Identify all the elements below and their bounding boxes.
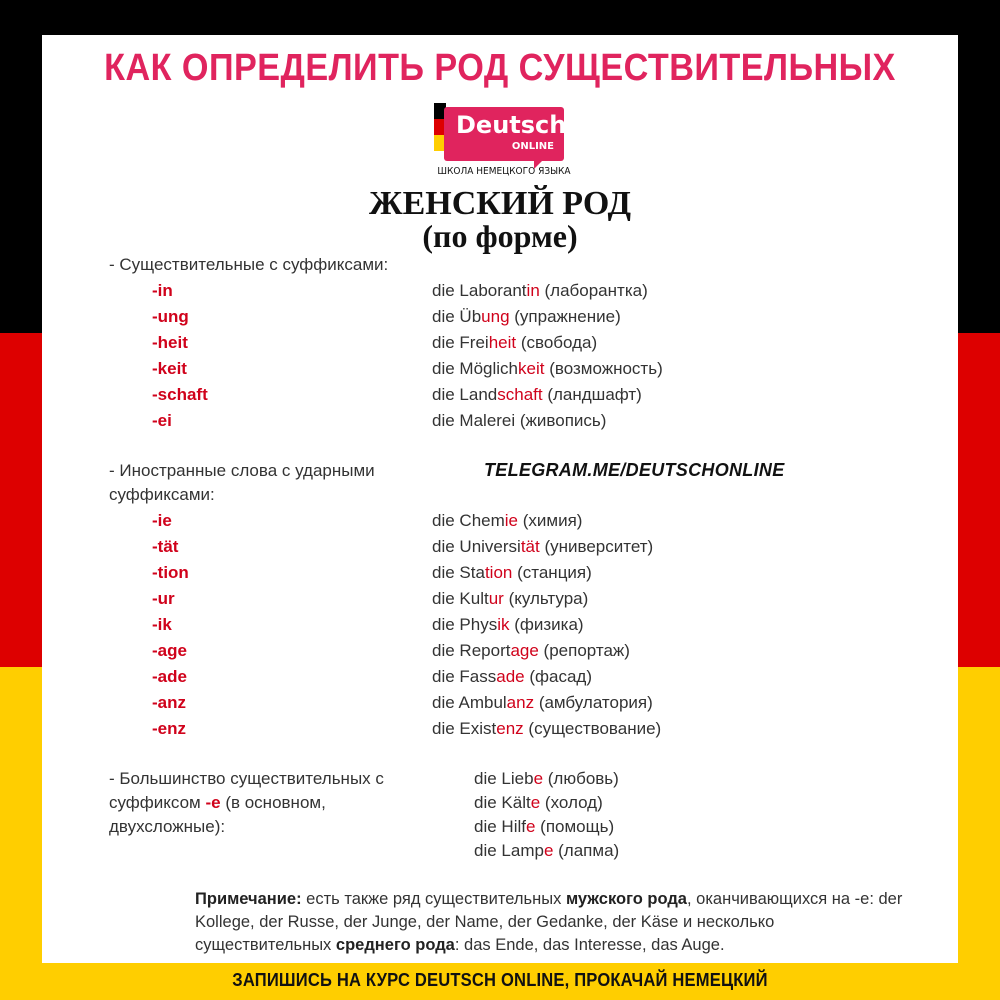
example-translation: (любовь)	[543, 769, 619, 788]
example-article: die	[474, 817, 502, 836]
suffix-label: -age	[152, 641, 187, 660]
example-word	[432, 693, 653, 713]
example-stem: Fass	[459, 667, 497, 686]
example-word	[432, 563, 592, 583]
section3-label-line3: двухсложные):	[109, 817, 226, 836]
example-stem: Exist	[459, 719, 497, 738]
example-stem: Report	[459, 641, 511, 660]
note-text2: , оканчивающихся на -е: der Kollege, der Russe, der Junge, der Name, der Gedanke, der Käse и несколько существительных	[195, 890, 903, 954]
example-article: die	[432, 511, 460, 530]
example-highlight: heit	[488, 333, 517, 352]
suffix-label: -ade	[152, 667, 187, 686]
example-stem: Lieb	[501, 769, 534, 788]
example-translation: (помощь)	[535, 817, 615, 836]
example-article: die	[432, 615, 460, 634]
example-stem: Kult	[459, 589, 489, 608]
example-word	[432, 281, 648, 301]
page-title: КАК ОПРЕДЕЛИТЬ РОД СУЩЕСТВИТЕЛЬНЫХ	[104, 47, 896, 89]
example-article: die	[474, 769, 502, 788]
example-translation: (репортаж)	[538, 641, 630, 660]
example-translation: (существование)	[523, 719, 662, 738]
suffix-label: -anz	[152, 693, 186, 712]
example-word	[432, 385, 642, 405]
section3-label-pre: суффиксом	[109, 793, 206, 812]
example-article: die	[432, 641, 460, 660]
example-translation: (упражнение)	[509, 307, 621, 326]
example-stem: Universi	[459, 537, 521, 556]
example-article: die	[432, 359, 460, 378]
example-translation: (холод)	[540, 793, 603, 812]
logo-speech-bubble	[444, 107, 567, 161]
example-word	[432, 537, 653, 557]
example-word	[432, 667, 592, 687]
example-translation: (культура)	[503, 589, 589, 608]
logo-online: ONLINE	[511, 141, 554, 152]
example-word	[432, 359, 663, 379]
example-stem: Laborant	[459, 281, 527, 300]
example-highlight: ung	[481, 307, 510, 326]
example-stem: Phys	[459, 615, 498, 634]
suffix-label: -in	[152, 281, 173, 300]
example-translation: (свобода)	[516, 333, 598, 352]
example-stem: Sta	[459, 563, 485, 582]
suffix-label: -schaft	[152, 385, 208, 404]
suffix-label: -enz	[152, 719, 186, 738]
note-bold2: среднего рода	[335, 936, 455, 954]
suffix-label: -ie	[152, 511, 172, 530]
suffix-label: -keit	[152, 359, 187, 378]
example-translation: (амбулатория)	[534, 693, 653, 712]
example-highlight: keit	[518, 359, 545, 378]
example-article: die	[432, 411, 460, 430]
example-highlight: e	[530, 793, 541, 812]
example-word	[432, 511, 582, 531]
example-word	[432, 719, 661, 739]
example-translation: (станция)	[512, 563, 592, 582]
example-word	[432, 307, 621, 327]
example-stem: Frei	[459, 333, 489, 352]
example-highlight: enz	[496, 719, 524, 738]
example-highlight: ade	[496, 667, 525, 686]
example-translation: (лаборантка)	[539, 281, 648, 300]
section3-label-line2	[109, 793, 326, 813]
section2-label-line2: суффиксами:	[109, 485, 215, 504]
suffix-label: -tion	[152, 563, 189, 582]
example-highlight: ur	[488, 589, 504, 608]
example-word	[474, 841, 619, 861]
example-highlight: e	[533, 769, 544, 788]
suffix-label: -ur	[152, 589, 175, 608]
suffix-label: -ik	[152, 615, 172, 634]
example-word	[432, 615, 584, 635]
section3-label-suffix: -e	[205, 793, 221, 812]
example-stem: Chem	[459, 511, 505, 530]
example-word	[432, 333, 597, 353]
footer-banner[interactable]: ЗАПИШИСЬ НА КУРС DEUTSCH ONLINE, ПРОКАЧАЙ НЕМЕЦКИЙ	[232, 970, 768, 990]
example-translation: (лапма)	[553, 841, 620, 860]
example-article: die	[432, 537, 460, 556]
example-article: die	[474, 841, 502, 860]
example-stem: Üb	[459, 307, 482, 326]
example-article: die	[432, 385, 460, 404]
example-translation: (фасад)	[524, 667, 593, 686]
example-word	[432, 411, 606, 431]
example-highlight: anz	[506, 693, 535, 712]
example-translation: (химия)	[518, 511, 583, 530]
suffix-label: -heit	[152, 333, 188, 352]
note-text1: есть также ряд существительных	[301, 890, 566, 908]
heading-line2: (по форме)	[422, 218, 578, 254]
example-word	[474, 817, 614, 837]
example-highlight: schaft	[497, 385, 543, 404]
example-highlight: e	[543, 841, 554, 860]
example-stem: Kält	[501, 793, 531, 812]
note-paragraph	[195, 888, 915, 957]
example-stem: Möglich	[459, 359, 519, 378]
example-word	[474, 793, 603, 813]
note-text3: : das Ende, das Interesse, das Auge.	[454, 936, 725, 954]
example-article: die	[432, 667, 460, 686]
note-bold1: мужского рода	[565, 890, 687, 908]
example-translation: (университет)	[539, 537, 654, 556]
example-highlight: age	[510, 641, 539, 660]
example-word	[432, 641, 630, 661]
example-article: die	[432, 563, 460, 582]
section3-label-post: (в основном,	[220, 793, 326, 812]
section1-label: - Существительные с суффиксами:	[109, 255, 389, 274]
example-highlight: e	[525, 817, 536, 836]
telegram-link[interactable]: TELEGRAM.ME/DEUTSCHONLINE	[484, 460, 785, 480]
section3-label-line1: - Большинство существительных с	[109, 769, 384, 788]
example-stem: Land	[459, 385, 498, 404]
example-translation: (физика)	[509, 615, 584, 634]
example-translation: (ландшафт)	[542, 385, 642, 404]
example-stem: Ambul	[458, 693, 507, 712]
suffix-label: -ung	[152, 307, 189, 326]
note-label: Примечание:	[195, 890, 302, 908]
example-article: die	[474, 793, 502, 812]
suffix-label: -ei	[152, 411, 172, 430]
example-translation: (возможность)	[544, 359, 663, 378]
example-stem: Hilf	[501, 817, 526, 836]
example-article: die	[432, 281, 460, 300]
content-card	[42, 35, 958, 963]
example-translation: (живопись)	[515, 411, 607, 430]
example-article: die	[432, 693, 459, 712]
heading-line1: ЖЕНСКИЙ РОД	[368, 185, 632, 222]
suffix-label: -tät	[152, 537, 179, 556]
example-word	[432, 589, 588, 609]
example-highlight: ik	[497, 615, 510, 634]
example-article: die	[432, 589, 460, 608]
example-highlight: in	[526, 281, 540, 300]
example-article: die	[432, 333, 460, 352]
example-highlight: ie	[504, 511, 519, 530]
example-highlight: tion	[484, 563, 513, 582]
logo-subtitle: ШКОЛА НЕМЕЦКОГО ЯЗЫКА	[437, 166, 571, 177]
section2-label-line1: - Иностранные слова с ударными	[109, 461, 375, 480]
example-stem: Malerei	[459, 411, 516, 430]
example-article: die	[432, 307, 460, 326]
example-highlight: tät	[520, 537, 540, 556]
example-article: die	[432, 719, 460, 738]
logo-brand: Deutsch	[456, 111, 567, 139]
example-stem: Lamp	[501, 841, 544, 860]
example-word	[474, 769, 619, 789]
